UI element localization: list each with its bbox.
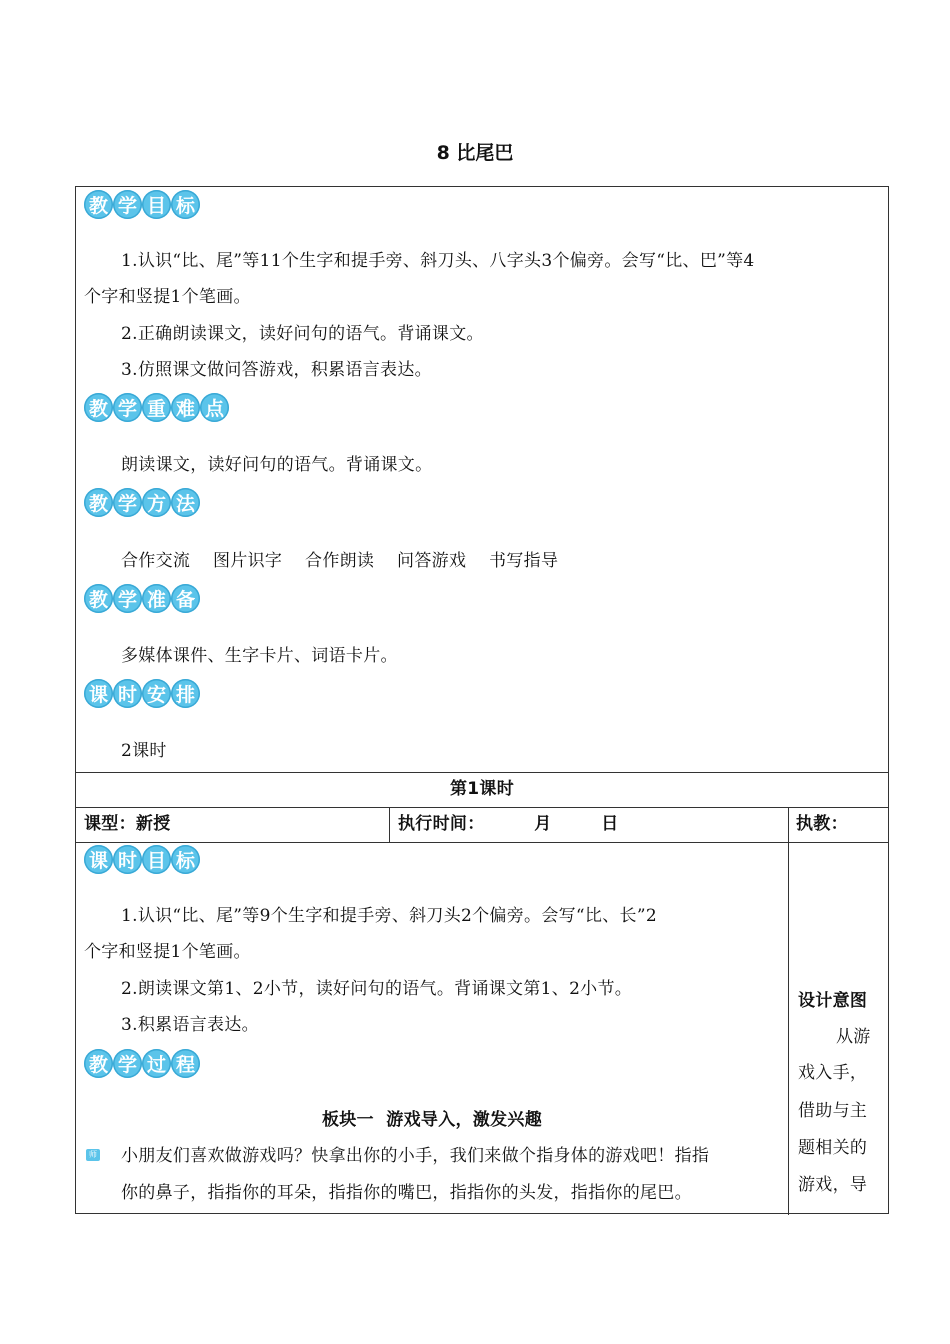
badge-char: 准 xyxy=(142,584,171,613)
badge-char: 法 xyxy=(171,488,200,517)
lesson-objectives-line: 1.认识“比、尾”等9个生字和提手旁、斜刀头2个偏旁。会写“比、长”2 xyxy=(121,906,657,926)
preparation-badge xyxy=(84,584,200,613)
objectives-badge xyxy=(84,190,200,219)
badge-char: 安 xyxy=(142,679,171,708)
badge-char: 教 xyxy=(84,190,113,219)
design-intent-line: 戏入手， xyxy=(798,1063,868,1083)
design-intent-title: 设计意图 xyxy=(798,991,868,1011)
lesson-objectives-line: 个字和竖提1个笔画。 xyxy=(84,942,251,962)
badge-char: 课 xyxy=(84,845,113,874)
badge-char: 标 xyxy=(171,845,200,874)
badge-char: 教 xyxy=(84,488,113,517)
keypoints-badge xyxy=(84,393,229,422)
objectives-line: 2.正确朗读课文，读好问句的语气。背诵课文。 xyxy=(121,324,484,344)
methods-text: 合作交流 图片识字 合作朗读 问答游戏 书写指导 xyxy=(121,551,559,571)
badge-char: 方 xyxy=(142,488,171,517)
keypoints-text: 朗读课文，读好问句的语气。背诵课文。 xyxy=(121,455,433,475)
page-title: 8 比尾巴 xyxy=(436,142,514,164)
badge-char: 学 xyxy=(113,488,142,517)
objectives-line: 1.认识“比、尾”等11个生字和提手旁、斜刀头、八字头3个偏旁。会写“比、巴”等4 xyxy=(121,251,755,271)
design-intent-line: 借助与主 xyxy=(798,1101,868,1121)
badge-char: 程 xyxy=(171,1049,200,1078)
process-paragraph-line: 你的鼻子，指指你的耳朵，指指你的嘴巴，指指你的头发，指指你的尾巴。 xyxy=(121,1183,692,1203)
badge-char: 时 xyxy=(113,845,142,874)
preparation-text: 多媒体课件、生字卡片、词语卡片。 xyxy=(121,646,398,666)
badge-char: 时 xyxy=(113,679,142,708)
lesson-objectives-badge xyxy=(84,845,200,874)
process-paragraph-line: 小朋友们喜欢做游戏吗？快拿出你的小手，我们来做个指身体的游戏吧！指指 xyxy=(121,1146,710,1166)
teacher-icon: 师 xyxy=(86,1149,100,1161)
schedule-badge xyxy=(84,679,200,708)
badge-char: 过 xyxy=(142,1049,171,1078)
badge-char: 难 xyxy=(171,393,200,422)
badge-char: 目 xyxy=(142,190,171,219)
badge-char: 排 xyxy=(171,679,200,708)
design-intent-line: 从游 xyxy=(836,1027,871,1047)
badge-char: 标 xyxy=(171,190,200,219)
process-badge xyxy=(84,1049,200,1078)
schedule-text: 2课时 xyxy=(121,741,167,761)
teacher-label: 执教： xyxy=(796,814,848,834)
objectives-line: 个字和竖提1个笔画。 xyxy=(84,287,251,307)
lesson-type: 课型：新授 xyxy=(84,814,171,834)
badge-char: 目 xyxy=(142,845,171,874)
methods-badge xyxy=(84,488,200,517)
lesson-heading: 第1课时 xyxy=(449,779,515,799)
lesson-objectives-line: 3.积累语言表达。 xyxy=(121,1015,259,1035)
divider xyxy=(76,842,888,843)
badge-char: 学 xyxy=(113,1049,142,1078)
badge-char: 学 xyxy=(113,584,142,613)
divider xyxy=(389,807,390,842)
execution-time: 执行时间： 月 日 xyxy=(398,814,619,834)
badge-char: 学 xyxy=(113,190,142,219)
badge-char: 教 xyxy=(84,1049,113,1078)
design-intent-line: 题相关的 xyxy=(798,1138,868,1158)
design-intent-line: 游戏，导 xyxy=(798,1175,868,1195)
objectives-line: 3.仿照课文做问答游戏，积累语言表达。 xyxy=(121,360,432,380)
badge-char: 重 xyxy=(142,393,171,422)
badge-char: 点 xyxy=(200,393,229,422)
badge-char: 学 xyxy=(113,393,142,422)
divider xyxy=(788,807,789,1215)
badge-char: 课 xyxy=(84,679,113,708)
badge-char: 教 xyxy=(84,393,113,422)
lesson-objectives-line: 2.朗读课文第1、2小节，读好问句的语气。背诵课文第1、2小节。 xyxy=(121,979,633,999)
block-title: 板块一 游戏导入，激发兴趣 xyxy=(321,1110,543,1130)
badge-char: 教 xyxy=(84,584,113,613)
lesson-plan-table xyxy=(75,186,889,1214)
badge-char: 备 xyxy=(171,584,200,613)
